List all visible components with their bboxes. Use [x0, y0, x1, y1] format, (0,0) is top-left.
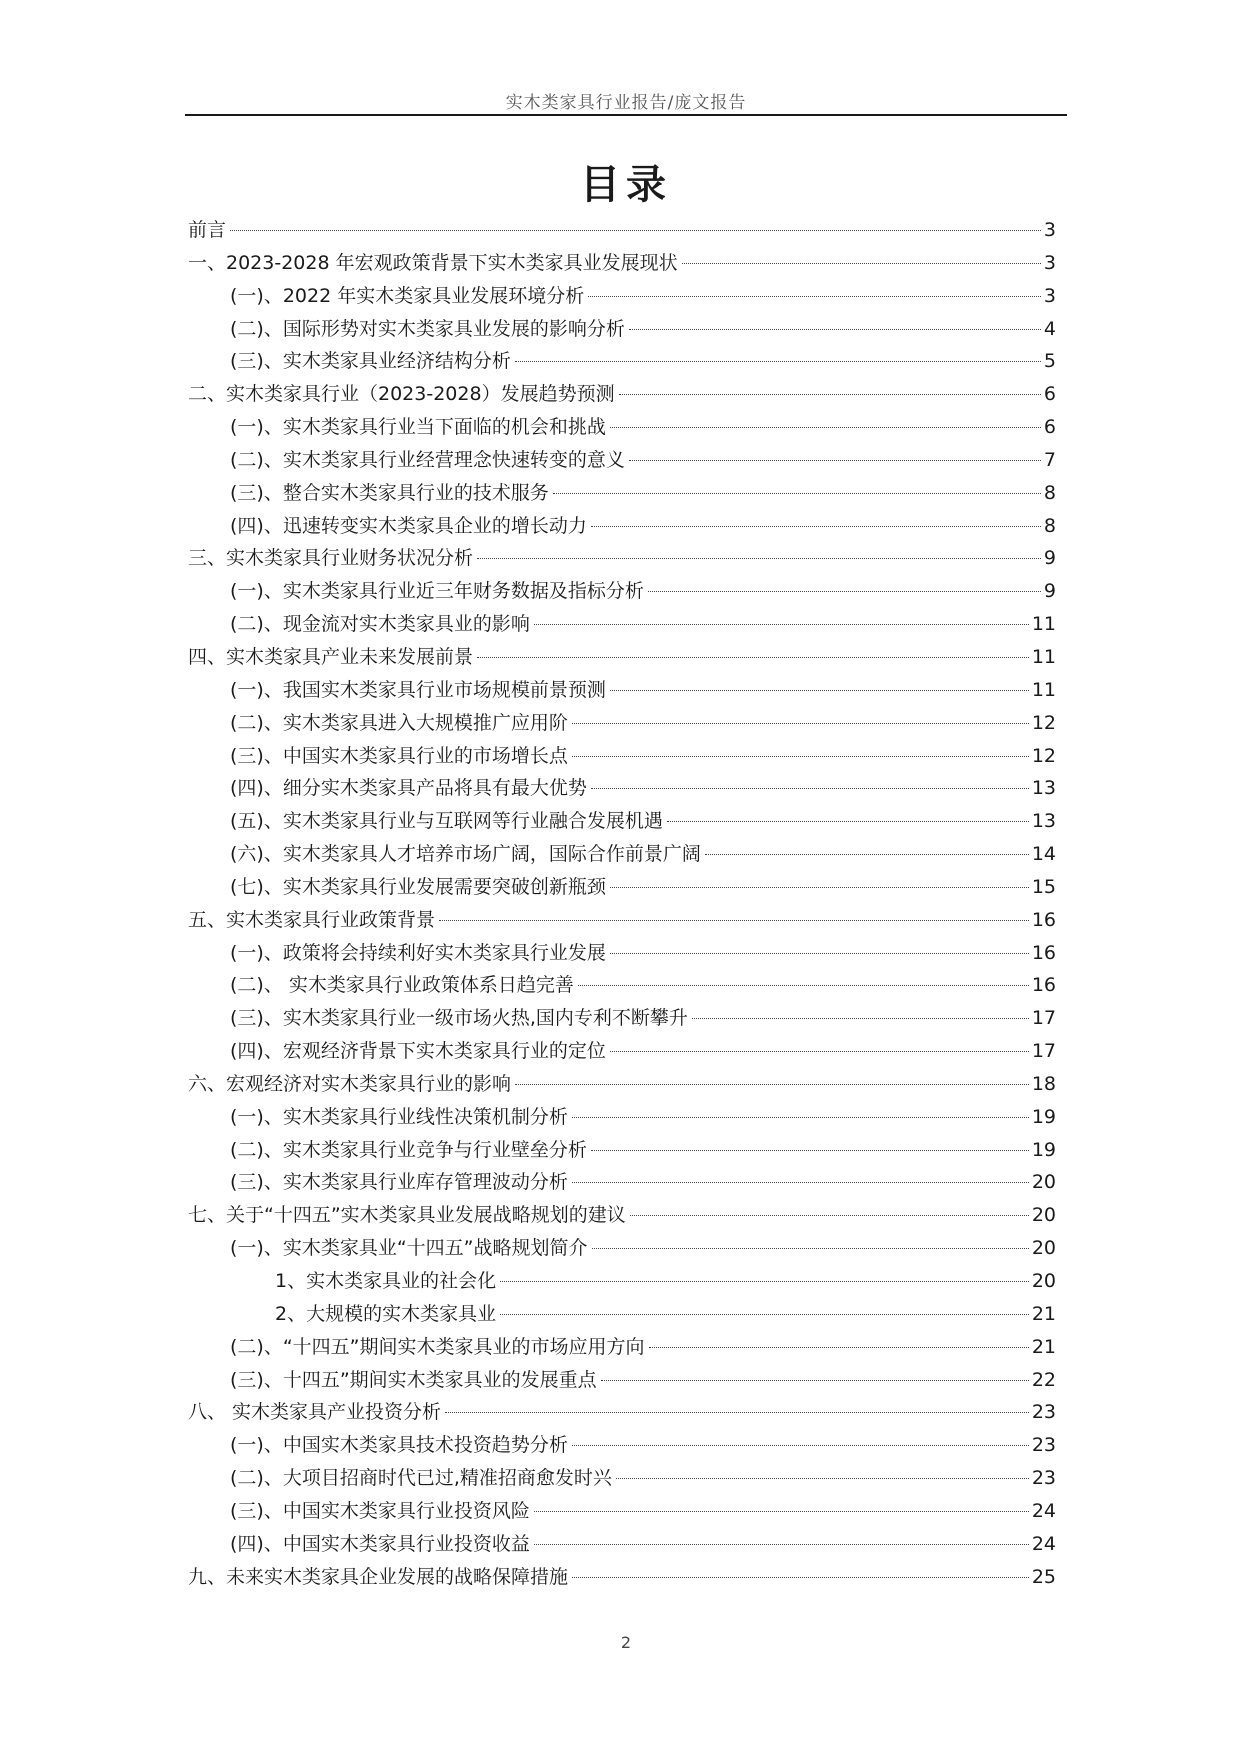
toc-entry-page: 19 — [1031, 1105, 1056, 1128]
toc-entry-label: (七)、实木类家具行业发展需要突破创新瓶颈 — [230, 875, 606, 898]
toc-dot-leader — [572, 723, 1029, 724]
toc-entry-page: 6 — [1043, 416, 1056, 439]
toc-entry[interactable] — [188, 1332, 1056, 1365]
toc-entry-label: (二)、 实木类家具行业政策体系日趋完善 — [230, 974, 574, 997]
toc-dot-leader — [553, 493, 1041, 494]
toc-entry-label: 八、 实木类家具产业投资分析 — [188, 1401, 442, 1424]
toc-dot-leader — [591, 526, 1041, 527]
toc-dot-leader — [572, 1445, 1029, 1446]
toc-entry[interactable] — [188, 1167, 1056, 1200]
toc-entry-label: (四)、细分实木类家具产品将具有最大优势 — [230, 777, 587, 800]
toc-entry[interactable] — [188, 576, 1056, 609]
toc-entry-page: 21 — [1031, 1335, 1056, 1358]
toc-entry-page: 7 — [1043, 448, 1056, 471]
toc-entry-page: 20 — [1031, 1171, 1056, 1194]
toc-dot-leader — [667, 821, 1029, 822]
toc-dot-leader — [629, 460, 1041, 461]
toc-entry-page: 11 — [1031, 678, 1056, 701]
toc-entry[interactable] — [188, 741, 1056, 774]
toc-entry-page: 14 — [1031, 843, 1056, 866]
toc-dot-leader — [610, 1051, 1029, 1052]
toc-entry-page: 20 — [1031, 1270, 1056, 1292]
toc-entry[interactable] — [188, 511, 1056, 544]
toc-entry-page: 9 — [1043, 547, 1056, 570]
toc-entry[interactable] — [188, 215, 1056, 248]
toc-entry-page: 5 — [1043, 350, 1056, 373]
toc-entry[interactable] — [188, 1069, 1056, 1102]
toc-entry[interactable] — [188, 1299, 1056, 1332]
toc-entry-label: (一)、政策将会持续利好实木类家具行业发展 — [230, 941, 606, 964]
toc-entry-page: 16 — [1031, 974, 1056, 997]
toc-entry[interactable] — [188, 1200, 1056, 1233]
toc-entry-label: 前言 — [188, 219, 227, 241]
table-of-contents — [188, 215, 1056, 1594]
toc-entry-page: 4 — [1043, 317, 1056, 340]
toc-entry-label: (三)、实木类家具业经济结构分析 — [230, 350, 511, 373]
toc-entry[interactable] — [188, 1562, 1056, 1595]
toc-dot-leader — [630, 1215, 1029, 1216]
toc-entry-label: (二)、实木类家具进入大规模推广应用阶 — [230, 711, 568, 734]
toc-entry[interactable] — [188, 1036, 1056, 1069]
toc-dot-leader — [648, 591, 1041, 592]
toc-dot-leader — [649, 1347, 1029, 1348]
toc-entry-label: (二)、国际形势对实木类家具业发展的影响分析 — [230, 317, 625, 340]
toc-entry-label: 六、宏观经济对实木类家具行业的影响 — [188, 1072, 512, 1095]
toc-entry-page: 19 — [1031, 1138, 1056, 1161]
toc-entry-label: (四)、中国实木类家具行业投资收益 — [230, 1532, 530, 1555]
toc-entry-page: 23 — [1031, 1467, 1056, 1490]
toc-entry[interactable] — [188, 1463, 1056, 1496]
toc-dot-leader — [534, 624, 1029, 625]
toc-entry-page: 15 — [1031, 875, 1056, 898]
toc-dot-leader — [591, 788, 1029, 789]
toc-entry[interactable] — [188, 1430, 1056, 1463]
toc-entry[interactable] — [188, 412, 1056, 445]
toc-entry-page: 18 — [1031, 1072, 1056, 1095]
toc-dot-leader — [616, 1478, 1029, 1479]
toc-dot-leader — [601, 1380, 1029, 1381]
toc-dot-leader — [591, 1150, 1029, 1151]
toc-entry-label: (三)、实木类家具行业库存管理波动分析 — [230, 1171, 568, 1194]
toc-entry-label: 1、实木类家具业的社会化 — [275, 1270, 497, 1292]
header-divider — [185, 114, 1067, 116]
running-header: 实木类家具行业报告/庞文报告 — [505, 93, 747, 113]
toc-dot-leader — [592, 1248, 1029, 1249]
toc-dot-leader — [572, 756, 1029, 757]
toc-entry-label: (三)、十四五”期间实木类家具业的发展重点 — [230, 1368, 597, 1391]
toc-entry-label: (二)、大项目招商时代已过,精准招商愈发时兴 — [230, 1467, 612, 1490]
toc-dot-leader — [572, 1117, 1029, 1118]
toc-entry-page: 24 — [1031, 1499, 1056, 1522]
toc-entry[interactable] — [188, 248, 1056, 281]
toc-entry-page: 3 — [1043, 219, 1056, 241]
toc-dot-leader — [610, 953, 1029, 954]
toc-dot-leader — [629, 329, 1041, 330]
toc-entry-label: (四)、迅速转变实木类家具企业的增长动力 — [230, 514, 587, 537]
toc-entry-page: 16 — [1031, 908, 1056, 931]
toc-dot-leader — [500, 1281, 1029, 1282]
toc-entry-label: (一)、实木类家具行业线性决策机制分析 — [230, 1105, 568, 1128]
toc-entry[interactable] — [188, 1266, 1056, 1299]
toc-dot-leader — [572, 1182, 1029, 1183]
toc-entry-page: 11 — [1031, 645, 1056, 668]
toc-entry[interactable] — [188, 609, 1056, 642]
toc-entry-label: 五、实木类家具行业政策背景 — [188, 908, 436, 931]
toc-entry-label: (三)、实木类家具行业一级市场火热,国内专利不断攀升 — [230, 1007, 688, 1030]
toc-entry-page: 16 — [1031, 941, 1056, 964]
toc-dot-leader — [588, 296, 1041, 297]
toc-entry-label: 2、大规模的实木类家具业 — [275, 1302, 497, 1325]
toc-entry-page: 25 — [1031, 1565, 1056, 1588]
toc-dot-leader — [500, 1314, 1029, 1315]
toc-entry[interactable] — [188, 970, 1056, 1003]
toc-dot-leader — [515, 361, 1041, 362]
toc-dot-leader — [515, 1084, 1029, 1085]
toc-entry-label: (一)、中国实木类家具技术投资趋势分析 — [230, 1434, 568, 1457]
toc-entry-page: 17 — [1031, 1040, 1056, 1063]
toc-entry-page: 8 — [1043, 514, 1056, 537]
toc-entry-label: 二、实木类家具行业（2023-2028）发展趋势预测 — [188, 383, 615, 406]
toc-entry[interactable] — [188, 642, 1056, 675]
toc-entry-label: (四)、宏观经济背景下实木类家具行业的定位 — [230, 1040, 606, 1063]
toc-entry-label: 一、2023-2028 年宏观政策背景下实木类家具业发展现状 — [188, 251, 678, 274]
toc-entry-page: 3 — [1043, 284, 1056, 307]
toc-dot-leader — [534, 1544, 1029, 1545]
toc-entry[interactable] — [188, 905, 1056, 938]
toc-entry[interactable] — [188, 708, 1056, 741]
toc-entry-label: 九、未来实木类家具企业发展的战略保障措施 — [188, 1565, 569, 1588]
toc-entry-page: 12 — [1031, 744, 1056, 767]
toc-entry-page: 20 — [1031, 1237, 1056, 1260]
toc-dot-leader — [619, 394, 1041, 395]
toc-title: 目录 — [580, 161, 672, 208]
toc-entry-label: (二)、现金流对实木类家具业的影响 — [230, 613, 530, 636]
toc-entry[interactable] — [188, 872, 1056, 905]
toc-dot-leader — [477, 558, 1041, 559]
toc-entry[interactable] — [188, 1529, 1056, 1562]
toc-entry[interactable] — [188, 1397, 1056, 1430]
toc-entry[interactable] — [188, 1365, 1056, 1398]
toc-entry-label: (六)、实木类家具人才培养市场广阔，国际合作前景广阔 — [230, 843, 701, 866]
toc-entry-label: (一)、实木类家具行业当下面临的机会和挑战 — [230, 416, 606, 439]
toc-entry[interactable] — [188, 773, 1056, 806]
toc-entry-page: 13 — [1031, 777, 1056, 800]
toc-entry[interactable] — [188, 1496, 1056, 1529]
toc-dot-leader — [610, 887, 1029, 888]
toc-entry-page: 24 — [1031, 1532, 1056, 1555]
toc-entry-page: 8 — [1043, 481, 1056, 504]
toc-entry[interactable] — [188, 938, 1056, 971]
toc-entry-label: (一)、实木类家具行业近三年财务数据及指标分析 — [230, 580, 644, 603]
toc-entry-label: (三)、中国实木类家具行业投资风险 — [230, 1499, 530, 1522]
toc-entry-page: 12 — [1031, 711, 1056, 734]
toc-entry-label: (二)、“十四五”期间实木类家具业的市场应用方向 — [230, 1335, 645, 1358]
toc-entry-page: 20 — [1031, 1204, 1056, 1227]
toc-dot-leader — [477, 657, 1029, 658]
toc-entry-page: 23 — [1031, 1434, 1056, 1457]
toc-dot-leader — [230, 230, 1041, 231]
toc-entry-page: 23 — [1031, 1401, 1056, 1424]
toc-entry[interactable] — [188, 1003, 1056, 1036]
toc-dot-leader — [692, 1018, 1029, 1019]
toc-entry-page: 21 — [1031, 1302, 1056, 1325]
toc-entry-page: 9 — [1043, 580, 1056, 603]
toc-entry[interactable] — [188, 675, 1056, 708]
page-number: 2 — [620, 1633, 632, 1652]
toc-entry-label: 四、实木类家具产业未来发展前景 — [188, 645, 474, 668]
toc-entry[interactable] — [188, 1102, 1056, 1135]
toc-entry-label: (一)、实木类家具业“十四五”战略规划简介 — [230, 1237, 588, 1260]
toc-entry-page: 13 — [1031, 810, 1056, 833]
toc-entry[interactable] — [188, 543, 1056, 576]
toc-dot-leader — [682, 263, 1041, 264]
toc-entry-label: (二)、实木类家具行业竞争与行业壁垒分析 — [230, 1138, 587, 1161]
toc-entry-label: (二)、实木类家具行业经营理念快速转变的意义 — [230, 448, 625, 471]
toc-entry[interactable] — [188, 478, 1056, 511]
toc-entry[interactable] — [188, 839, 1056, 872]
toc-entry-label: 七、关于“十四五”实木类家具业发展战略规划的建议 — [188, 1204, 626, 1227]
toc-entry[interactable] — [188, 346, 1056, 379]
toc-dot-leader — [705, 854, 1029, 855]
toc-entry-page: 17 — [1031, 1007, 1056, 1030]
toc-entry[interactable] — [188, 445, 1056, 478]
toc-entry-page: 6 — [1043, 383, 1056, 406]
toc-entry-label: (五)、实木类家具行业与互联网等行业融合发展机遇 — [230, 810, 663, 833]
toc-entry[interactable] — [188, 281, 1056, 314]
toc-dot-leader — [578, 985, 1029, 986]
toc-dot-leader — [610, 690, 1029, 691]
toc-entry-label: (三)、整合实木类家具行业的技术服务 — [230, 481, 549, 504]
toc-entry[interactable] — [188, 1135, 1056, 1168]
toc-dot-leader — [445, 1412, 1029, 1413]
toc-entry-page: 22 — [1031, 1368, 1056, 1391]
toc-entry[interactable] — [188, 806, 1056, 839]
toc-entry[interactable] — [188, 314, 1056, 347]
toc-dot-leader — [610, 427, 1041, 428]
toc-entry-label: (一)、2022 年实木类家具业发展环境分析 — [230, 284, 585, 307]
toc-entry[interactable] — [188, 379, 1056, 412]
toc-entry[interactable] — [188, 1233, 1056, 1266]
toc-dot-leader — [534, 1511, 1029, 1512]
toc-entry-label: (一)、我国实木类家具行业市场规模前景预测 — [230, 678, 606, 701]
toc-entry-page: 11 — [1031, 613, 1056, 636]
toc-entry-label: (三)、中国实木类家具行业的市场增长点 — [230, 744, 568, 767]
toc-entry-page: 3 — [1043, 251, 1056, 274]
toc-dot-leader — [439, 920, 1029, 921]
toc-dot-leader — [572, 1577, 1029, 1578]
toc-entry-label: 三、实木类家具行业财务状况分析 — [188, 547, 474, 570]
